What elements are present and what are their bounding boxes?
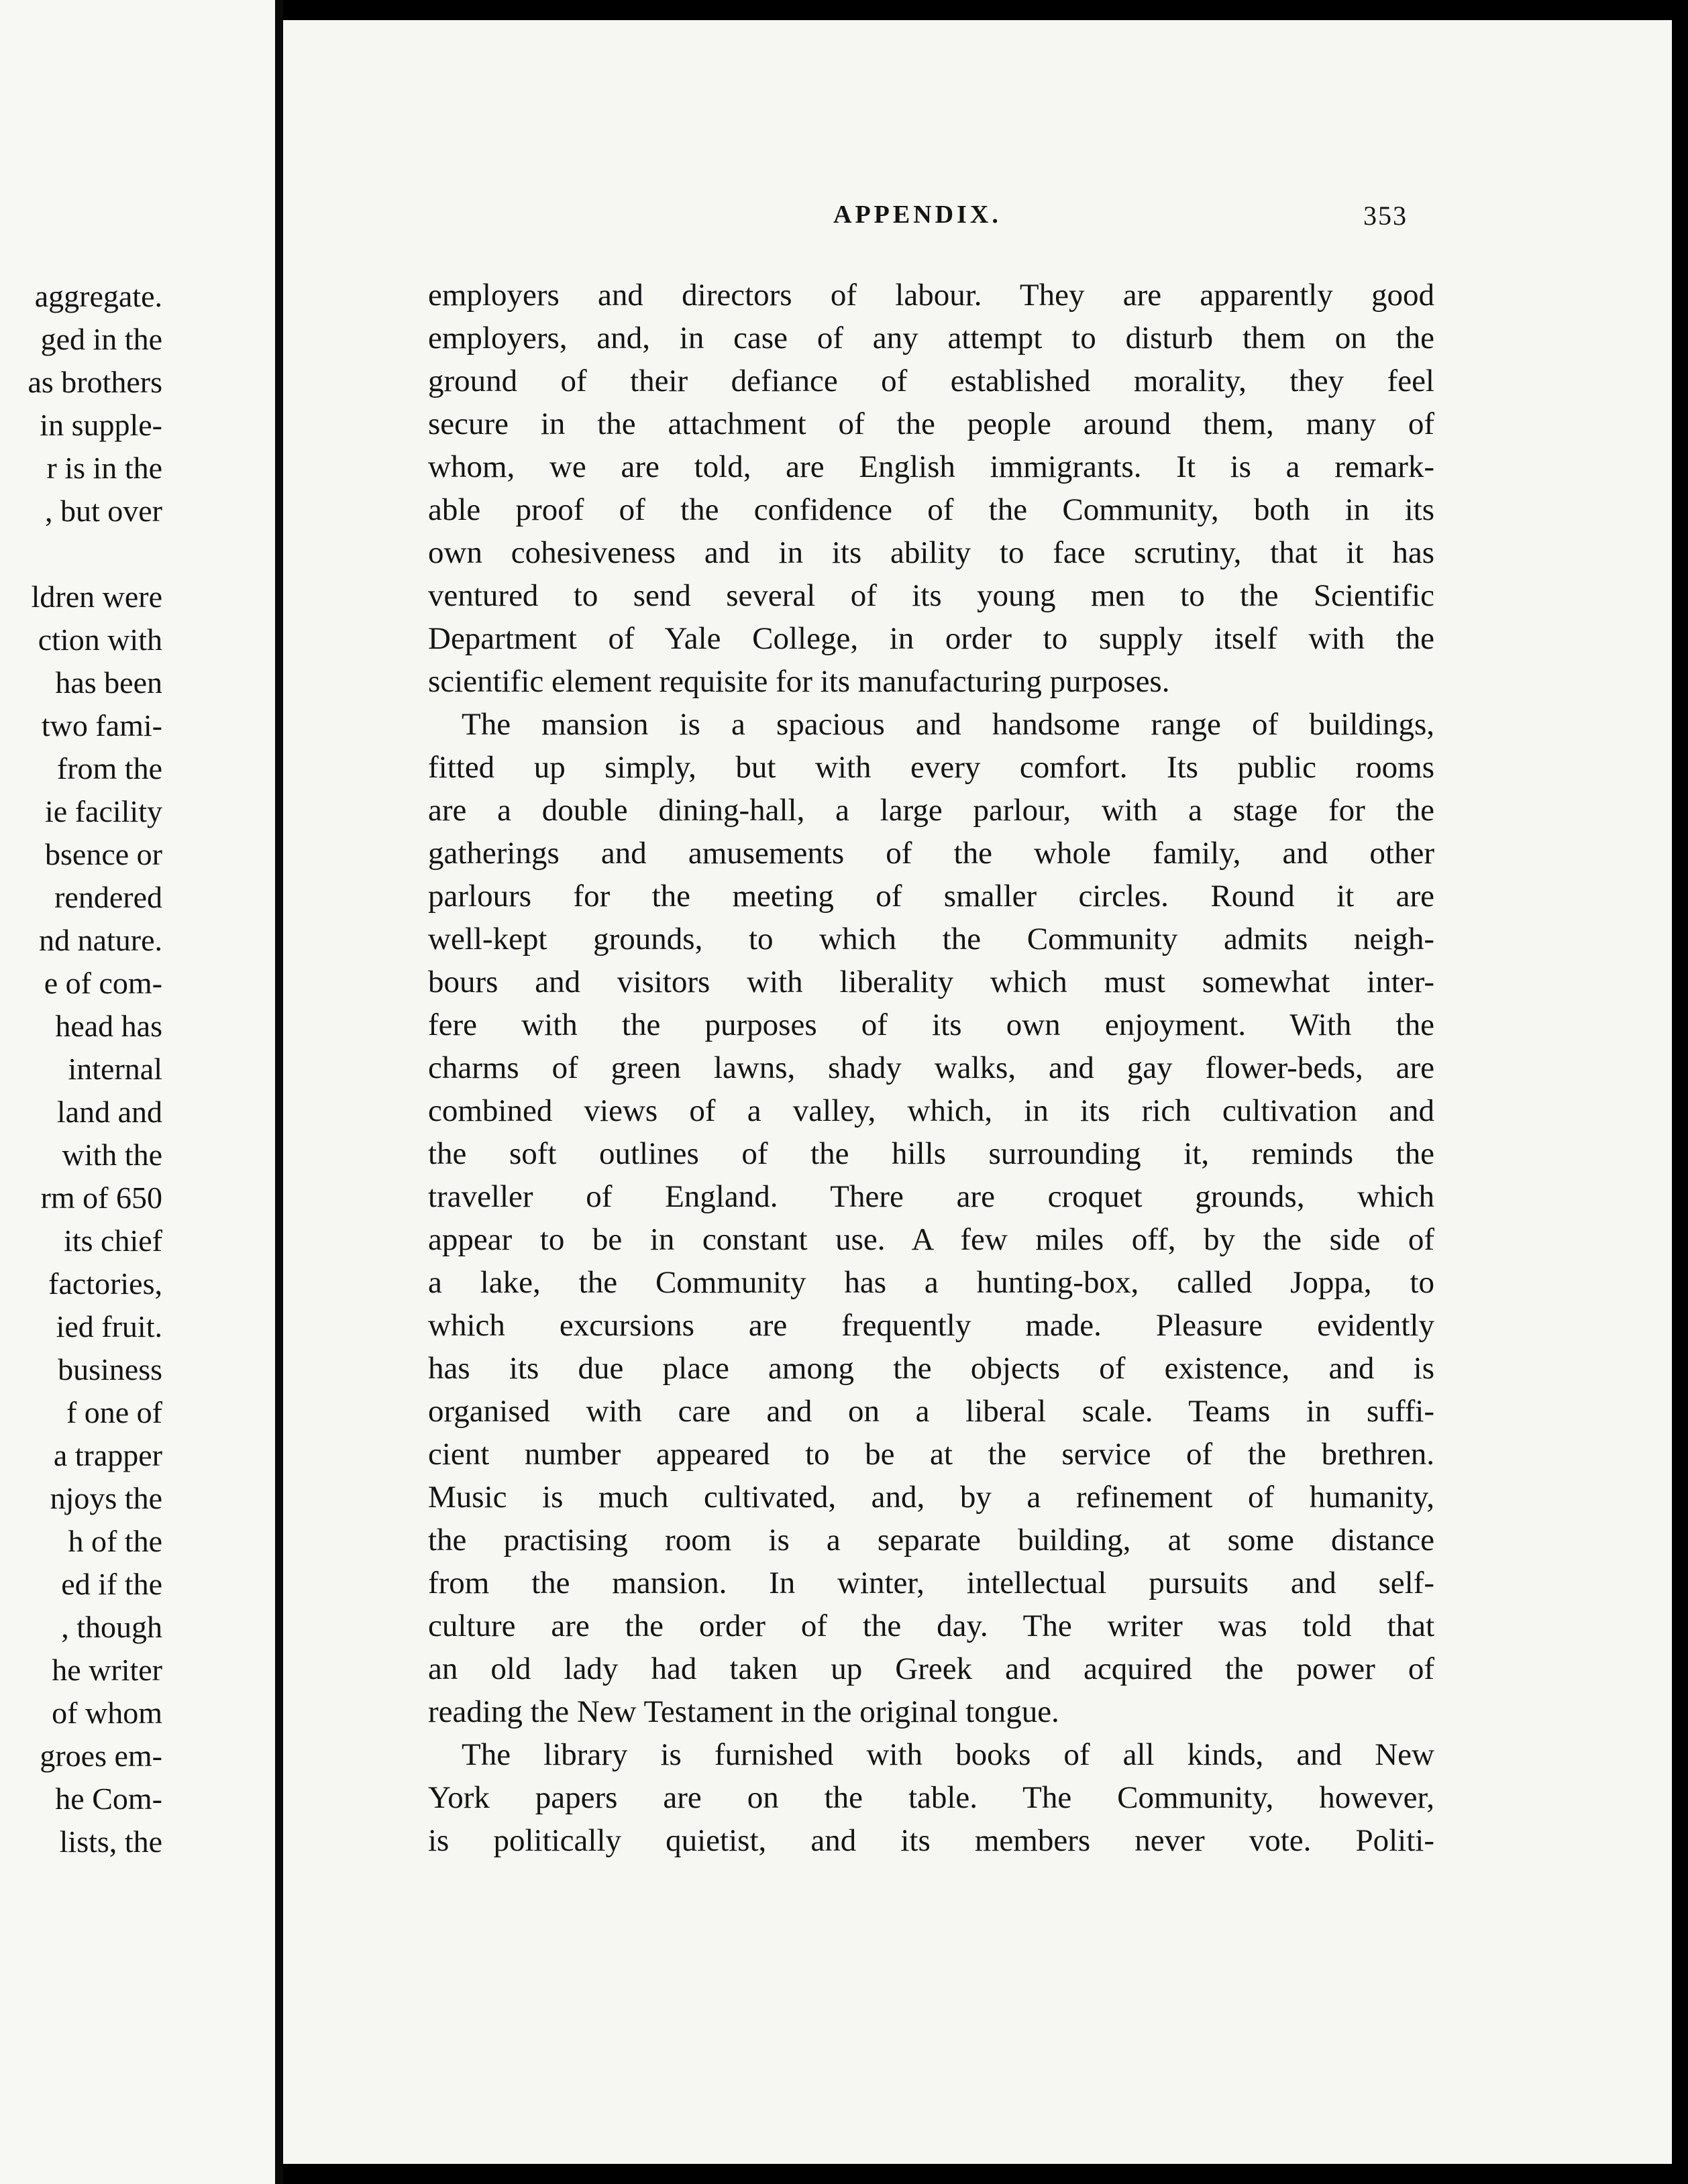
text-line: ground of their defiance of established morality, they feel xyxy=(428,364,1434,398)
left-page-line: , though xyxy=(61,1610,162,1644)
text-line: appear to be in constant use. A few miles off, by the side of xyxy=(428,1222,1434,1257)
text-line: the practising room is a separate building, at some distance xyxy=(428,1523,1434,1558)
text-line: employers, and, in case of any attempt to disturb them on the xyxy=(428,321,1434,356)
right-page xyxy=(283,20,1672,2164)
text-line: fitted up simply, but with every comfort. Its public rooms xyxy=(428,750,1434,785)
text-line: charms of green lawns, shady walks, and gay flower-beds, are xyxy=(428,1050,1434,1085)
left-page-line: h of the xyxy=(68,1524,162,1558)
left-page-line: a trapper xyxy=(53,1438,162,1472)
text-line: well-kept grounds, to which the Community admits neigh- xyxy=(428,922,1434,957)
left-page-line: bsence or xyxy=(45,837,162,871)
text-line: cient number appeared to be at the service of the brethren. xyxy=(428,1437,1434,1472)
left-page-line: lists, the xyxy=(59,1824,162,1859)
text-line: employers and directors of labour. They are apparently good xyxy=(428,278,1434,313)
left-page-line: two fami- xyxy=(41,708,162,743)
left-page-line: ged in the xyxy=(40,322,162,356)
left-page-line: internal xyxy=(68,1052,162,1086)
left-page-line: business xyxy=(58,1352,162,1386)
left-page-line: ie facility xyxy=(45,794,162,828)
left-page-line: in supple- xyxy=(40,408,162,442)
text-line: is politically quietist, and its members never vote. Politi- xyxy=(428,1823,1434,1858)
left-page-line: ied fruit. xyxy=(56,1309,162,1344)
running-head-title: APPENDIX. xyxy=(833,201,1002,229)
text-line: gatherings and amusements of the whole family, and other xyxy=(428,836,1434,871)
text-line: Department of Yale College, in order to supply itself with the xyxy=(428,621,1434,656)
text-line: whom, we are told, are English immigrants. It is a remark- xyxy=(428,449,1434,484)
text-line: a lake, the Community has a hunting-box, called Joppa, to xyxy=(428,1265,1434,1300)
left-page-fragment xyxy=(0,0,275,2184)
left-page-line: as brothers xyxy=(28,365,162,399)
left-page-line: ed if the xyxy=(61,1567,162,1601)
text-line: parlours for the meeting of smaller circles. Round it are xyxy=(428,879,1434,914)
text-line: traveller of England. There are croquet grounds, which xyxy=(428,1179,1434,1214)
text-line: which excursions are frequently made. Pleasure evidently xyxy=(428,1308,1434,1343)
left-page-line: njoys the xyxy=(50,1481,162,1515)
left-page-line: f one of xyxy=(66,1395,162,1429)
text-line: ventured to send several of its young men to the Scientific xyxy=(428,578,1434,613)
text-line: culture are the order of the day. The writer was told that xyxy=(428,1608,1434,1643)
left-page-line: its chief xyxy=(64,1223,162,1258)
left-page-line: he Com- xyxy=(55,1782,162,1816)
left-page-line: r is in the xyxy=(46,451,162,485)
left-page-line: of whom xyxy=(52,1696,162,1730)
left-page-line: e of com- xyxy=(44,966,162,1000)
text-line: the soft outlines of the hills surrounding it, reminds the xyxy=(428,1136,1434,1171)
text-line: an old lady had taken up Greek and acquired the power of xyxy=(428,1651,1434,1686)
left-page-line: , but over xyxy=(44,494,162,528)
text-line: combined views of a valley, which, in its rich cultivation and xyxy=(428,1093,1434,1128)
text-line: own cohesiveness and in its ability to face scrutiny, that it has xyxy=(428,535,1434,570)
left-page-line xyxy=(0,533,162,576)
left-page-line: ldren were xyxy=(31,580,162,614)
left-page-line: rendered xyxy=(54,880,162,914)
text-line: reading the New Testament in the original tongue. xyxy=(428,1694,1059,1729)
left-page-line: with the xyxy=(62,1138,162,1172)
left-page-line: he writer xyxy=(52,1653,162,1687)
text-line: bours and visitors with liberality which must somewhat inter- xyxy=(428,965,1434,999)
text-line: from the mansion. In winter, intellectual pursuits and self- xyxy=(428,1566,1434,1600)
text-line: able proof of the confidence of the Community, both in its xyxy=(428,492,1434,527)
text-line: fere with the purposes of its own enjoyment. With the xyxy=(428,1007,1434,1042)
text-line: The library is furnished with books of all kinds, and New xyxy=(462,1737,1434,1772)
text-line: organised with care and on a liberal scale. Teams in suffi- xyxy=(428,1394,1434,1429)
text-line: Music is much cultivated, and, by a refinement of humanity, xyxy=(428,1480,1434,1515)
left-page-line: land and xyxy=(56,1095,162,1129)
text-line: York papers are on the table. The Community, however, xyxy=(428,1780,1434,1815)
left-page-line: aggregate. xyxy=(34,279,162,313)
book-gutter xyxy=(275,0,283,2184)
text-line: The mansion is a spacious and handsome range of buildings, xyxy=(462,707,1434,742)
text-line: scientific element requisite for its manufacturing purposes. xyxy=(428,664,1170,699)
left-page-line: ction with xyxy=(38,622,162,657)
text-line: secure in the attachment of the people around them, many of xyxy=(428,406,1434,441)
left-page-text xyxy=(0,275,162,1863)
body-text xyxy=(428,274,1434,1862)
left-page-line: nd nature. xyxy=(39,923,162,957)
running-head xyxy=(283,200,1672,247)
left-page-line: rm of 650 xyxy=(40,1181,162,1215)
left-page-line: groes em- xyxy=(40,1739,162,1773)
left-page-line: from the xyxy=(56,751,162,785)
text-line: are a double dining-hall, a large parlour, with a stage for the xyxy=(428,793,1434,828)
left-page-line: factories, xyxy=(48,1266,162,1301)
left-page-line: head has xyxy=(55,1009,162,1043)
page-number: 353 xyxy=(1363,201,1408,231)
text-line: has its due place among the objects of existence, and is xyxy=(428,1351,1434,1386)
left-page-line: has been xyxy=(55,665,162,700)
